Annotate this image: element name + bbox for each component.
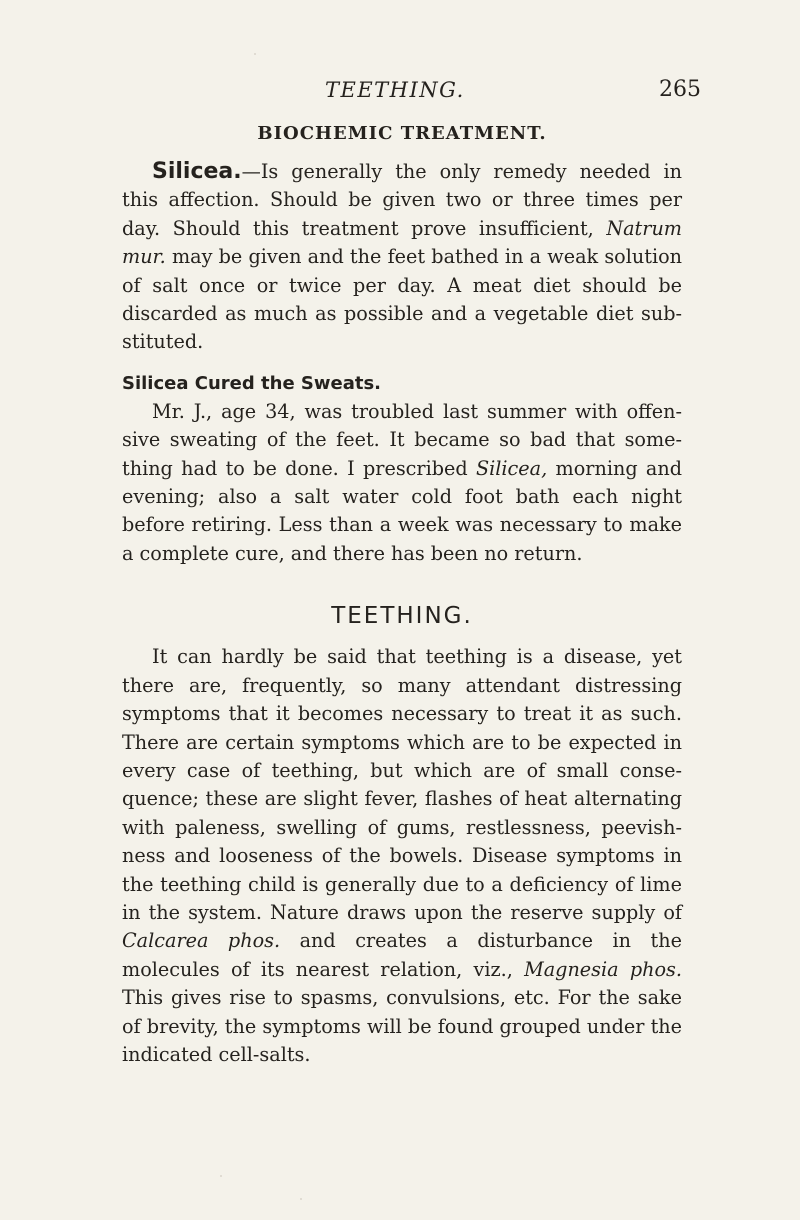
teething-text-1: It can hardly be said that teething is a disease, yet there are, frequently, so many attendant distressing symptoms that it becomes necessary to treat it as such. There are certain symptoms which are to be expected in every case of teething, but which are of small conse-quence; these are slight fever, flashes of heat alternating with paleness, swelling of gums, restlessness, peevish-ness and looseness of the bowels. Disease symptoms in the teething child is generally due to a deficiency of lime in the system. Nature draws upon the reserve supply of — [122, 645, 682, 924]
calcarea-phos-text: Calcarea phos. — [122, 929, 281, 953]
case-text-2: morning and evening; also a salt water cold foot bath each night before retiring. Less than a week was necessary to make a complete cure, and there has been no return. — [122, 456, 683, 565]
teething-text-3: This gives rise to spasms, convulsions, etc. For the sake of brevity, the symptoms will be found grouped under the indicated cell-salts. — [122, 986, 682, 1066]
silicea-lead: Silicea. — [152, 159, 242, 184]
teething-text-2: and creates a disturbance in the molecules of its nearest relation, viz., — [122, 929, 682, 981]
case-text-1: Mr. J., age 34, was troubled last summer with offen-sive sweating of the feet. It became so bad that some-thing had to be done. I prescribed — [122, 399, 682, 480]
section-title-biochemic-treatment: BIOCHEMIC TREATMENT. — [257, 123, 547, 144]
silicea-paragraph — [122, 158, 682, 357]
case-paragraph — [122, 398, 682, 568]
page-number: 265 — [659, 77, 701, 102]
paper-speck — [300, 1198, 302, 1200]
running-title: TEETHING. — [325, 78, 465, 102]
teething-paragraph — [122, 643, 682, 1069]
silicea-text-2: may be given and the feet bathed in a weak solution of salt once or twice per day. A meat diet should be discarded as much as possible and a vegetable diet sub-stituted. — [122, 245, 682, 354]
chapter-title-teething: TEETHING. — [331, 603, 473, 630]
silicea-text-1: —Is generally the only remedy needed in this affection. Should be given two or three times per day. Should this treatment prove insufficient, — [122, 160, 682, 240]
running-header — [0, 76, 800, 104]
case-subhead: Silicea Cured the Sweats. — [122, 372, 382, 394]
paper-speck — [254, 53, 256, 55]
page-content — [122, 122, 682, 1069]
magnesia-phos-text: Magnesia phos. — [524, 957, 682, 981]
natrum-mur-text: Natrum mur. — [122, 216, 682, 269]
paper-speck — [220, 1175, 222, 1177]
silicea-italic: Silicea, — [476, 456, 548, 480]
